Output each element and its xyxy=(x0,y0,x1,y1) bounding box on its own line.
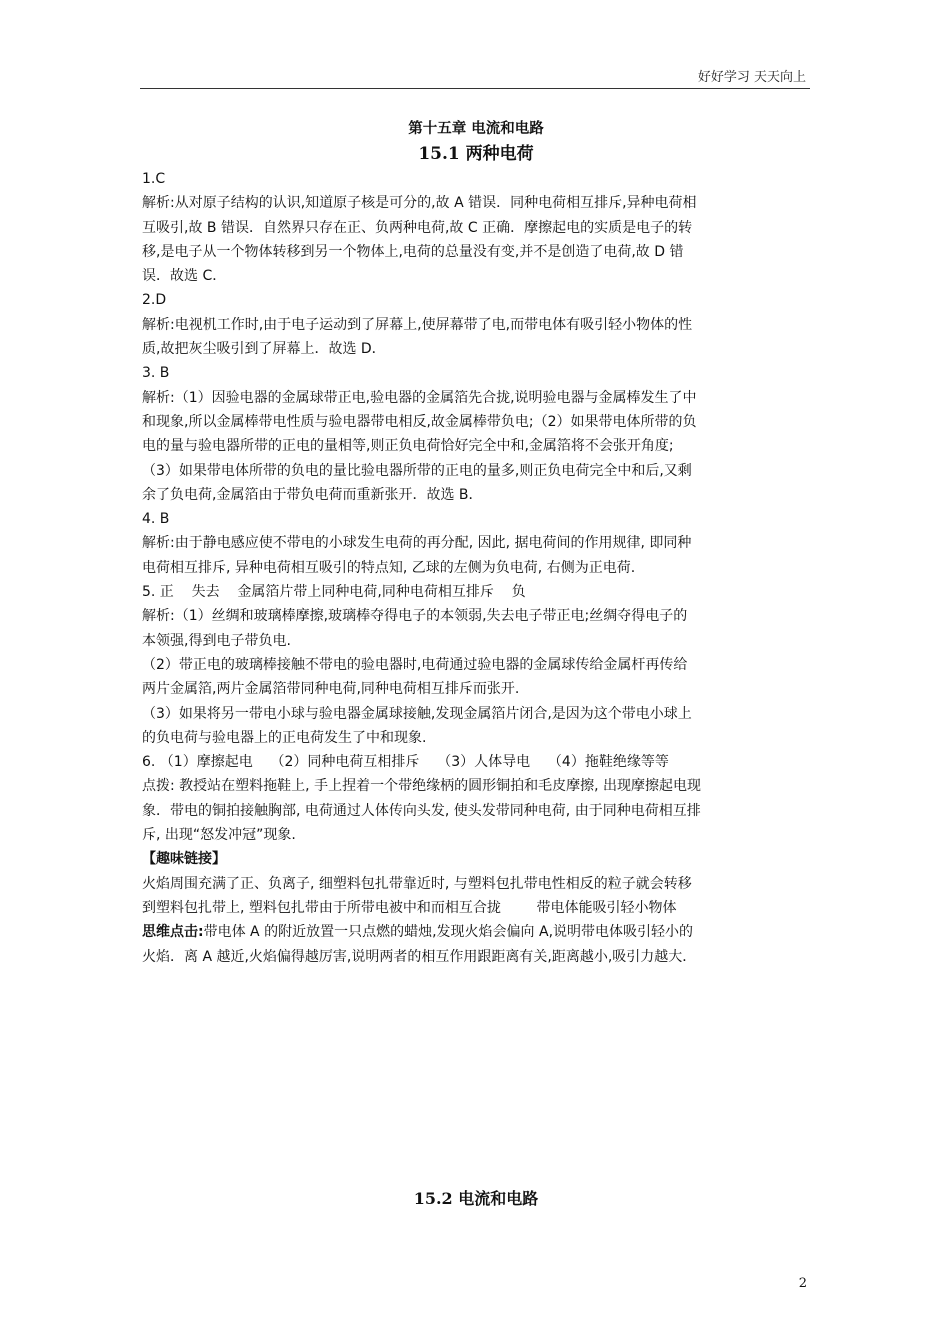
think-line-2: 火焰．离 A 越近,火焰偏得越厉害,说明两者的相互作用跟距离有关,距离越小,吸引力越大． xyxy=(142,948,697,965)
text-line: （3）如果带电体所带的负电的量比验电器所带的正电的量多,则正负电荷完全中和后,又剩 xyxy=(142,462,692,479)
text-line: 斥, 出现“怒发冲冠”现象. xyxy=(142,827,296,844)
text-line: 到塑料包扎带上, 塑料包扎带由于所带电被中和而相互合拢 带电体能吸引轻小物体 xyxy=(142,899,677,916)
text-line: 误．故选 C． xyxy=(142,268,227,285)
answer-lines xyxy=(142,167,810,920)
document-body xyxy=(142,117,810,969)
text-line: （2）带正电的玻璃棒接触不带电的验电器时,电荷通过验电器的金属球传给金属杆再传给 xyxy=(142,656,688,673)
text-line: 1.C xyxy=(142,171,166,187)
text-line: 6. （1）摩擦起电 （2）同种电荷互相排斥 （3）人体导电 （4）拖鞋绝缘等等 xyxy=(142,754,669,771)
text-line: 解析:由于静电感应使不带电的小球发生电荷的再分配, 因此, 据电荷间的作用规律, 即同种 xyxy=(142,535,692,552)
think-text-1: 带电体 A 的附近放置一只点燃的蜡烛,发现火焰会偏向 A,说明带电体吸引轻小的 xyxy=(203,924,694,941)
text-line: 2.D xyxy=(142,292,167,309)
text-line: 点拨: 教授站在塑料拖鞋上, 手上捏着一个带绝缘柄的圆形铜拍和毛皮摩擦, 出现摩擦起电现 xyxy=(142,778,701,795)
text-line: 互吸引,故 B 错误．自然界只存在正、负两种电荷,故 C 正确．摩擦起电的实质是电子的转 xyxy=(142,219,693,236)
text-line: 本领强,得到电子带负电. xyxy=(142,632,291,649)
text-line: 解析:电视机工作时,由于电子运动到了屏幕上,使屏幕带了电,而带电体有吸引轻小物体的性 xyxy=(142,316,693,333)
page-number: 2 xyxy=(798,1276,807,1291)
text-line: 3. B xyxy=(142,365,170,382)
text-line: 解析:（1）丝绸和玻璃棒摩擦,玻璃棒夺得电子的本领弱,失去电子带正电;丝绸夺得电子的 xyxy=(142,608,688,625)
text-line: 两片金属箔,两片金属箔带同种电荷,同种电荷相互排斥而张开. xyxy=(142,681,520,698)
text-line: 解析:从对原子结构的认识,知道原子核是可分的,故 A 错误．同种电荷相互排斥,异种电荷相 xyxy=(142,195,697,212)
section-2-title: 15.2 电流和电路 xyxy=(413,1189,539,1208)
text-line: 解析:（1）因验电器的金属球带正电,验电器的金属箔先合拢,说明验电器与金属棒发生了中 xyxy=(142,389,697,406)
header-slogan: 好好学习 天天向上 xyxy=(697,70,806,85)
section-title: 15.1 两种电荷 xyxy=(418,144,534,164)
think-label: 思维点击: xyxy=(142,924,204,941)
text-line: 火焰周围充满了正、负离子, 细塑料包扎带靠近时, 与塑料包扎带电性相反的粒子就会转移 xyxy=(142,875,692,892)
text-line: 4. B xyxy=(142,511,170,528)
think-line-1 xyxy=(142,920,810,944)
text-line: 象．带电的铜拍接触胸部, 电荷通过人体传向头发, 使头发带同种电荷, 由于同种电荷相互排 xyxy=(142,802,701,819)
text-line: 余了负电荷,金属箔由于带负电荷而重新张开．故选 B． xyxy=(142,486,483,503)
text-line: （3）如果将另一带电小球与验电器金属球接触,发现金属箔片闭合,是因为这个带电小球上 xyxy=(142,705,692,722)
text-line: 电荷相互排斥, 异种电荷相互吸引的特点知, 乙球的左侧为负电荷, 右侧为正电荷. xyxy=(142,559,636,576)
text-line: 的负电荷与验电器上的正电荷发生了中和现象. xyxy=(142,729,427,746)
page-header xyxy=(140,64,810,89)
chapter-title: 第十五章 电流和电路 xyxy=(408,120,544,137)
text-line: 5. 正 失去 金属箔片带上同种电荷,同种电荷相互排斥 负 xyxy=(142,584,526,601)
text-line: 质,故把灰尘吸引到了屏幕上．故选 D． xyxy=(142,341,386,358)
text-line: 移,是电子从一个物体转移到另一个物体上,电荷的总量没有变,并不是创造了电荷,故 D 错 xyxy=(142,243,684,260)
text-line: 和现象,所以金属棒带电性质与验电器带电相反,故金属棒带负电;（2）如果带电体所带的负 xyxy=(142,413,697,430)
text-line: 电的量与验电器所带的正电的量相等,则正负电荷恰好完全中和,金属箔将不会张开角度; xyxy=(142,438,674,455)
fun-link-heading: 【趣味链接】 xyxy=(142,851,226,868)
